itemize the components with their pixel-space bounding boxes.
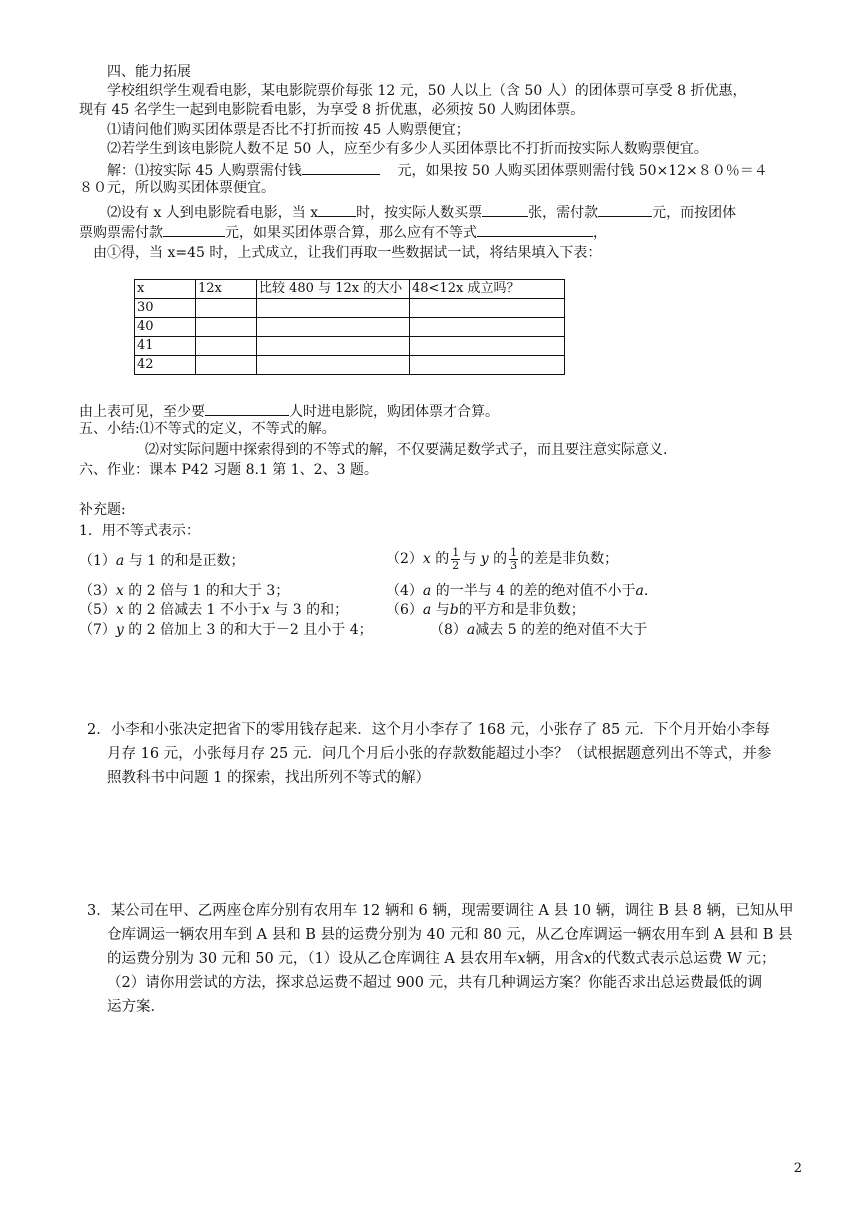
solution1-line1 <box>107 160 768 180</box>
cell-x: 30 <box>135 299 196 318</box>
cell-x: 40 <box>135 318 196 337</box>
summary-line2: ⑵对实际问题中探索得到的不等式的解，不仅要满足数学式子，而且要注意实际意义. <box>145 442 668 458</box>
section4-intro-line2: 现有 45 名学生一起到电影院看电影，为享受 8 折优惠，必须按 50 人购团体票。 <box>79 102 585 118</box>
math-variable: y <box>480 551 489 567</box>
header-holds: 48<12x 成立吗？ <box>410 280 565 299</box>
data-table <box>134 279 565 375</box>
solution2-line2 <box>79 222 607 242</box>
cell-blank[interactable] <box>410 299 565 318</box>
math-variable: a <box>635 583 644 599</box>
summary-line1: 五、小结:⑴不等式的定义，不等式的解。 <box>79 421 336 437</box>
page-number: 2 <box>793 1161 802 1176</box>
answer-blank[interactable] <box>482 202 528 217</box>
problem1-title: 1．用不等式表示： <box>79 523 200 539</box>
header-12x: 12x <box>196 280 257 299</box>
item-text: 与 <box>462 551 477 567</box>
solution2-text-d: 元，而按团体 <box>652 205 737 221</box>
solution2-text-c: 张，需付款 <box>528 205 599 221</box>
item-text: 与 <box>435 602 450 618</box>
cell-blank[interactable] <box>257 299 410 318</box>
table-row <box>135 356 565 375</box>
problem3-text-c: 的代数式表示总运费 W 元； <box>591 951 776 967</box>
fraction-one-half <box>451 547 460 572</box>
table-row <box>135 299 565 318</box>
problem1-item5 <box>79 601 348 619</box>
answer-blank[interactable] <box>163 222 225 237</box>
cell-blank[interactable] <box>410 337 565 356</box>
problem3-text-a: 的运费分别为 30 元和 50 元，（1）设从乙仓库调往 A 县农用车 <box>107 951 518 967</box>
cell-blank[interactable] <box>257 356 410 375</box>
problem1-item3 <box>79 582 289 600</box>
item-text: 与 1 的和是正数； <box>128 553 245 569</box>
solution2-line1 <box>107 202 736 222</box>
problem3-line5: 运方案． <box>107 999 165 1015</box>
math-variable: a <box>115 553 125 569</box>
item-text: 减去 5 的差的绝对值不大于 <box>475 622 648 638</box>
section4-question1: ⑴请问他们购买团体票是否比不打折而按 45 人购票便宜； <box>107 122 470 138</box>
item-text: 的 <box>493 551 508 567</box>
fraction-denominator: 2 <box>452 558 460 572</box>
math-variable: a <box>422 583 432 599</box>
problem1-item8 <box>430 621 647 639</box>
item-number: （1） <box>79 553 116 569</box>
solution1-text-a: 解：⑴按实际 45 人购票需付钱 <box>107 163 302 179</box>
item-number: （5） <box>79 602 116 618</box>
item-text: 的 2 倍加上 3 的和大于－2 且小于 4； <box>128 622 373 638</box>
item-number: （8） <box>430 622 467 638</box>
solution2-text-a: ⑵设有 x 人到电影院看电影，当 x <box>107 205 319 221</box>
item-number: （6） <box>386 602 423 618</box>
fraction-denominator: 3 <box>510 558 518 572</box>
item-number: （4） <box>386 583 423 599</box>
math-variable: y <box>115 622 124 638</box>
item-text: 的一半与 4 的差的绝对值不小于 <box>435 583 636 599</box>
solution2-text-g: ， <box>593 225 607 241</box>
problem2-line1: 2．小李和小张决定把省下的零用钱存起来．这个月小李存了 168 元，小张存了 85 元．下个月开始小李每 <box>87 722 770 738</box>
problem3-line4: （2）请你用尝试的方法，探求总运费不超过 900 元，共有几种调运方案？你能否求出总运费最低的调 <box>107 975 763 991</box>
problem3-line1: 3．某公司在甲、乙两座仓库分别有农用车 12 辆和 6 辆，现需要调往 A 县 10 辆，调往 B 县 8 辆，已知从甲 <box>87 903 794 919</box>
conclusion-text-b: 人时进电影院，购团体票才合算。 <box>289 404 499 420</box>
math-variable: b <box>449 602 459 618</box>
item-number: （3） <box>79 583 116 599</box>
answer-blank[interactable] <box>598 202 652 217</box>
supplement-heading: 补充题: <box>79 502 126 518</box>
item-number: （2） <box>386 551 423 567</box>
cell-x: 41 <box>135 337 196 356</box>
math-variable: x <box>115 583 124 599</box>
cell-blank[interactable] <box>410 318 565 337</box>
math-variable: x <box>261 602 270 618</box>
cell-blank[interactable] <box>196 337 257 356</box>
problem1-item7 <box>79 621 373 639</box>
problem2-line3: 照教科书中问题 1 的探索，找出所列不等式的解） <box>107 770 430 786</box>
answer-blank[interactable] <box>205 401 289 416</box>
table-intro: 由①得，当 x=45 时，上式成立，让我们再取一些数据试一试，将结果填入下表： <box>93 245 602 261</box>
cell-blank[interactable] <box>257 318 410 337</box>
item-text: 的差是非负数； <box>520 551 619 567</box>
inequality-blank[interactable] <box>477 222 593 237</box>
item-number: （7） <box>79 622 116 638</box>
section4-question2: ⑵若学生到该电影院人数不足 50 人，应至少有多少人买团体票比不打折而按实际人数购票便宜。 <box>107 141 708 157</box>
problem3-line2: 仓库调运一辆农用车到 A 县和 B 县的运费分别为 40 元和 80 元，从乙仓库调运一辆农用车到 A 县和 B 县 <box>107 927 793 943</box>
cell-blank[interactable] <box>257 337 410 356</box>
fraction-numerator: 1 <box>510 545 518 559</box>
cell-x: 42 <box>135 356 196 375</box>
solution2-text-e: 票购票需付款 <box>79 225 163 241</box>
problem1-item2 <box>386 544 618 574</box>
problem1-item6 <box>386 601 585 619</box>
solution2-text-f: 元，如果买团体票合算，那么应有不等式 <box>225 225 477 241</box>
answer-blank[interactable] <box>302 160 380 175</box>
cell-blank[interactable] <box>410 356 565 375</box>
answer-blank[interactable] <box>318 202 356 217</box>
math-variable: x <box>115 602 124 618</box>
homework-line: 六、作业：课本 P42 习题 8.1 第 1、2、3 题。 <box>79 462 378 478</box>
item-text: 的 2 倍与 1 的和大于 3； <box>128 583 290 599</box>
problem3-text-b: 辆，用含 <box>525 951 584 967</box>
table-row <box>135 318 565 337</box>
math-variable: x <box>422 551 431 567</box>
solution2-text-b: 时，按实际人数买票 <box>356 205 483 221</box>
item-text: 的 <box>435 551 450 567</box>
section4-intro-line1: 学校组织学生观看电影，某电影院票价每张 12 元，50 人以上（含 50 人）的团体票可享受 8 折优惠， <box>107 83 747 99</box>
math-variable: a <box>466 622 476 638</box>
problem1-item4 <box>386 582 648 600</box>
conclusion-text-a: 由上表可见，至少要 <box>79 404 205 420</box>
header-compare: 比较 480 与 12x 的大小 <box>257 280 410 299</box>
cell-blank[interactable] <box>196 356 257 375</box>
fraction-numerator: 1 <box>452 545 460 559</box>
item-text: 的平方和是非负数； <box>458 602 585 618</box>
cell-blank[interactable] <box>196 318 257 337</box>
cell-blank[interactable] <box>196 299 257 318</box>
item-text: . <box>643 583 649 599</box>
section4-heading: 四、能力拓展 <box>107 64 191 80</box>
problem3-line3 <box>107 949 776 969</box>
problem2-line2: 月存 16 元，小张每月存 25 元．问几个月后小张的存款数能超过小李？（试根据题意列出不等式，并参 <box>107 746 772 762</box>
item-text: 与 3 的和； <box>274 602 349 618</box>
math-variable: x <box>583 951 592 967</box>
item-text: 的 2 倍减去 1 不小于 <box>128 602 262 618</box>
solution1-text-b: 元，如果按 50 人购买团体票则需付钱 50×12×８０％＝４ <box>397 163 768 179</box>
solution1-line2: ８０元，所以购买团体票便宜。 <box>79 180 275 196</box>
fraction-one-third <box>509 547 518 572</box>
table-header-row <box>135 280 565 299</box>
table-row <box>135 337 565 356</box>
table-conclusion <box>79 401 499 421</box>
math-variable: x <box>517 951 526 967</box>
math-variable: a <box>422 602 432 618</box>
problem1-item1 <box>79 552 245 570</box>
header-x: x <box>135 280 196 299</box>
